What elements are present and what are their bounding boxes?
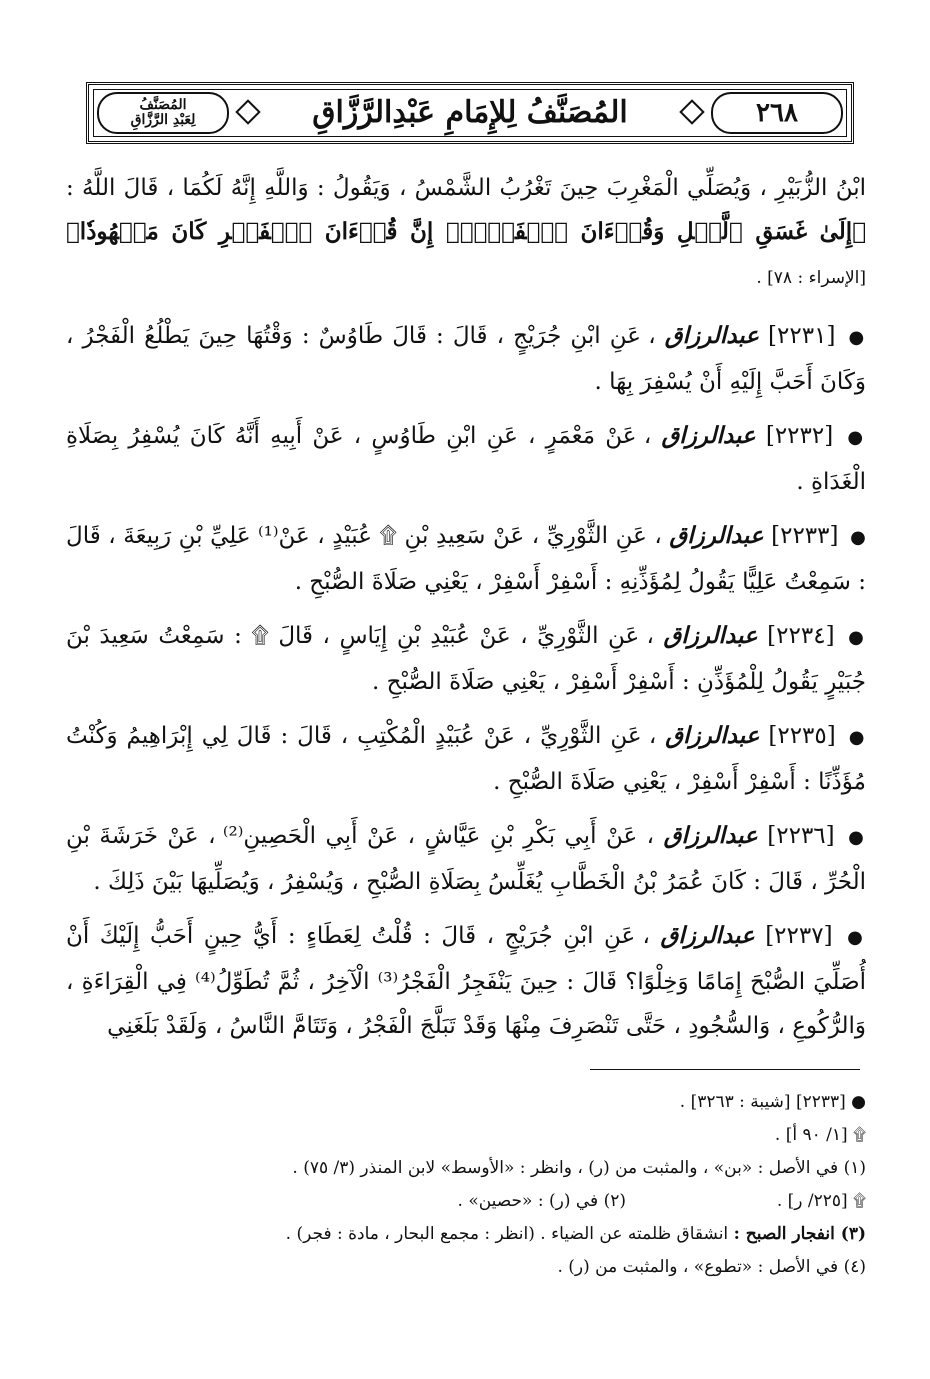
intro-paragraph bbox=[66, 166, 866, 300]
narrator-name: عبدالرزاق bbox=[665, 722, 760, 749]
hadith-text: ، عَنِ الثَّوْرِيِّ ، عَنْ عُبَيْدِ بْنِ إِيَاسٍ ، قَالَ ۩ : سَمِعْتُ سَعِيدَ بْنَ جُبَيْرٍ يَقُولُ لِلْمُؤَذِّنِ : أَسْفِرْ أَسْفِرْ ، يَعْنِي صَلَاةَ الصُّبْحِ . bbox=[66, 623, 866, 695]
bullet-icon: ● bbox=[847, 427, 867, 448]
logo-line-1: المُصَنَّفُ bbox=[139, 97, 187, 113]
hadith-text: ، عَنِ الثَّوْرِيِّ ، عَنْ عُبَيْدٍ الْمُكْتِبِ ، قَالَ : قَالَ لِي إِبْرَاهِيمُ وَكُنْتُ مُؤَذِّنًا : أَسْفِرْ أَسْفِرْ ، يَعْنِي صَلَاةَ الصُّبْحِ . bbox=[66, 723, 866, 795]
bullet-icon: ● bbox=[850, 527, 867, 548]
narrator-name: عبدالرزاق bbox=[669, 522, 764, 549]
hadith-2233 bbox=[66, 514, 866, 604]
intro-line: ابْنُ الزُّبَيْرِ ، وَيُصَلِّي الْمَغْرِبَ حِينَ تَغْرُبُ الشَّمْسُ ، وَيَقُولُ : وَاللَّهِ إِنَّهُ لَكُمَا ، قَالَ اللَّهُ : bbox=[66, 175, 866, 201]
hadith-text: ، عَنْ مَعْمَرٍ ، عَنِ ابْنِ طَاوُسٍ ، عَنْ أَبِيهِ أَنَّهُ كَانَ يُسْفِرُ بِصَلَاةِ الْغَدَاةِ . bbox=[66, 423, 866, 495]
footnote-manuscript-marker: ۩ [١/ ٩٠ أ] . bbox=[774, 1125, 866, 1145]
hadith-2232 bbox=[66, 414, 866, 504]
narrator-name: عبدالرزاق bbox=[663, 822, 758, 849]
running-title: المُصَنَّفُ لِلإِمَامِ عَبْدِالرَّزَّاقِ bbox=[312, 95, 628, 130]
main-text bbox=[66, 166, 866, 1058]
page-number: ٢٦٨ bbox=[711, 92, 843, 134]
hadith-2236 bbox=[66, 814, 866, 904]
narrator-name: عبدالرزاق bbox=[663, 622, 758, 649]
quran-verse: ﴿إِلَىٰ غَسَقِ ٱلَّيۡلِ وَقُرۡءَانَ ٱلۡفَجۡرِۖ إِنَّ قُرۡءَانَ ٱلۡفَجۡرِ كَانَ مَشۡهُودٗا﴾ bbox=[66, 218, 866, 245]
hadith-2235 bbox=[66, 714, 866, 804]
hadith-text: ، عَنِ ابْنِ جُرَيْجٍ ، قَالَ : قُلْتُ لِعَطَاءٍ : أَيُّ حِينٍ أَحَبُّ إِلَيْكَ أَنْ أُصَلِّيَ الصُّبْحَ إِمَامًا وَخِلْوًا؟ قَالَ : حِينَ يَنْفَجِرُ الْفَجْرُ⁽³⁾ الْآخِرُ ، ثُمَّ تُطَوِّلُ⁽⁴⁾ فِي الْقِرَاءَةِ ، وَالرُّكُوعِ ، وَالسُّجُودِ ، حَتَّى تَنْصَرِفَ مِنْهَا وَقَدْ تَبَلَّجَ الْفَجْرُ ، وَتَتَامَّ النَّاسُ ، وَلَقَدْ بَلَغَنِي bbox=[66, 923, 866, 1039]
hadith-2234 bbox=[66, 614, 866, 704]
narrator-name: عبدالرزاق bbox=[661, 422, 756, 449]
quran-reference: [الإسراء : ٧٨] . bbox=[756, 268, 866, 288]
footnote-row bbox=[66, 1187, 866, 1216]
hadith-number: [٢٢٣٧] bbox=[765, 923, 833, 949]
footnotes bbox=[66, 1088, 866, 1286]
hadith-2231 bbox=[66, 314, 866, 404]
footnote-3-label: (٣) انفجار الصبح : bbox=[733, 1224, 866, 1244]
hadith-number: [٢٢٣٤] bbox=[767, 623, 835, 649]
bullet-icon: ● bbox=[848, 327, 866, 348]
logo-line-2: لِعَبْدِ الرَّزَّاقِ bbox=[130, 112, 196, 128]
hadith-number: [٢٢٣٦] bbox=[767, 823, 835, 849]
footnote-divider bbox=[590, 1069, 860, 1070]
footnote-3 bbox=[66, 1220, 866, 1249]
hadith-2237 bbox=[66, 914, 866, 1048]
footnote-manuscript-marker: ۩ [٢٢٥/ ر] . bbox=[776, 1191, 866, 1211]
hadith-text: ، عَنِ ابْنِ جُرَيْجٍ ، قَالَ : قَالَ طَاوُسٌ : وَقْتُهَا حِينَ يَطْلُعُ الْفَجْرُ ، وَكَانَ أَحَبَّ إِلَيْهِ أَنْ يُسْفِرَ بِهَا . bbox=[66, 323, 866, 395]
bullet-icon: ● bbox=[848, 727, 867, 748]
bullet-icon: ● bbox=[847, 927, 867, 948]
footnote-4: (٤) في الأصل : «تطوع» ، والمثبت من (ر) . bbox=[557, 1257, 866, 1277]
hadith-number: [٢٢٣٢] bbox=[765, 423, 834, 449]
footnote-3-text: انشقاق ظلمته عن الضياء . (انظر : مجمع البحار ، مادة : فجر) . bbox=[285, 1224, 729, 1244]
hadith-number: [٢٢٣١] bbox=[768, 323, 836, 349]
hadith-number: [٢٢٣٥] bbox=[768, 723, 836, 749]
book-logo bbox=[97, 92, 229, 134]
footnote-2: (٢) في (ر) : «حصين» . bbox=[457, 1191, 626, 1211]
hadith-text: ، عَنْ أَبِي بَكْرِ بْنِ عَيَّاشٍ ، عَنْ أَبِي الْحَصِينِ⁽²⁾ ، عَنْ خَرَشَةَ بْنِ الْحُرِّ ، قَالَ : كَانَ عُمَرُ بْنُ الْخَطَّابِ يُغَلِّسُ بِصَلَاةِ الصُّبْحِ ، وَيُسْفِرُ ، وَيُصَلِّيهَا بَيْنَ ذَلِكَ . bbox=[66, 823, 866, 895]
footnote-source-2233: ● [٢٢٣٣] [شيبة : ٣٢٦٣] . bbox=[679, 1092, 866, 1112]
hadith-number: [٢٢٣٣] bbox=[771, 523, 839, 549]
bullet-icon: ● bbox=[848, 827, 867, 848]
narrator-name: عبدالرزاق bbox=[664, 322, 759, 349]
bullet-icon: ● bbox=[848, 627, 866, 648]
hadith-text: ، عَنِ الثَّوْرِيِّ ، عَنْ سَعِيدِ بْنِ ۩ عُبَيْدٍ ، عَنْ⁽¹⁾ عَلِيِّ بْنِ رَبِيعَةَ ، قَالَ : سَمِعْتُ عَلِيًّا يَقُولُ لِمُؤَذِّنِهِ : أَسْفِرْ أَسْفِرْ ، يَعْنِي صَلَاةَ الصُّبْحِ . bbox=[66, 523, 866, 595]
narrator-name: عبدالرزاق bbox=[660, 922, 755, 949]
page-header bbox=[86, 82, 854, 144]
footnote-1: (١) في الأصل : «بن» ، والمثبت من (ر) ، وانظر : «الأوسط» لابن المنذر (٣/ ٧٥) . bbox=[292, 1158, 866, 1178]
